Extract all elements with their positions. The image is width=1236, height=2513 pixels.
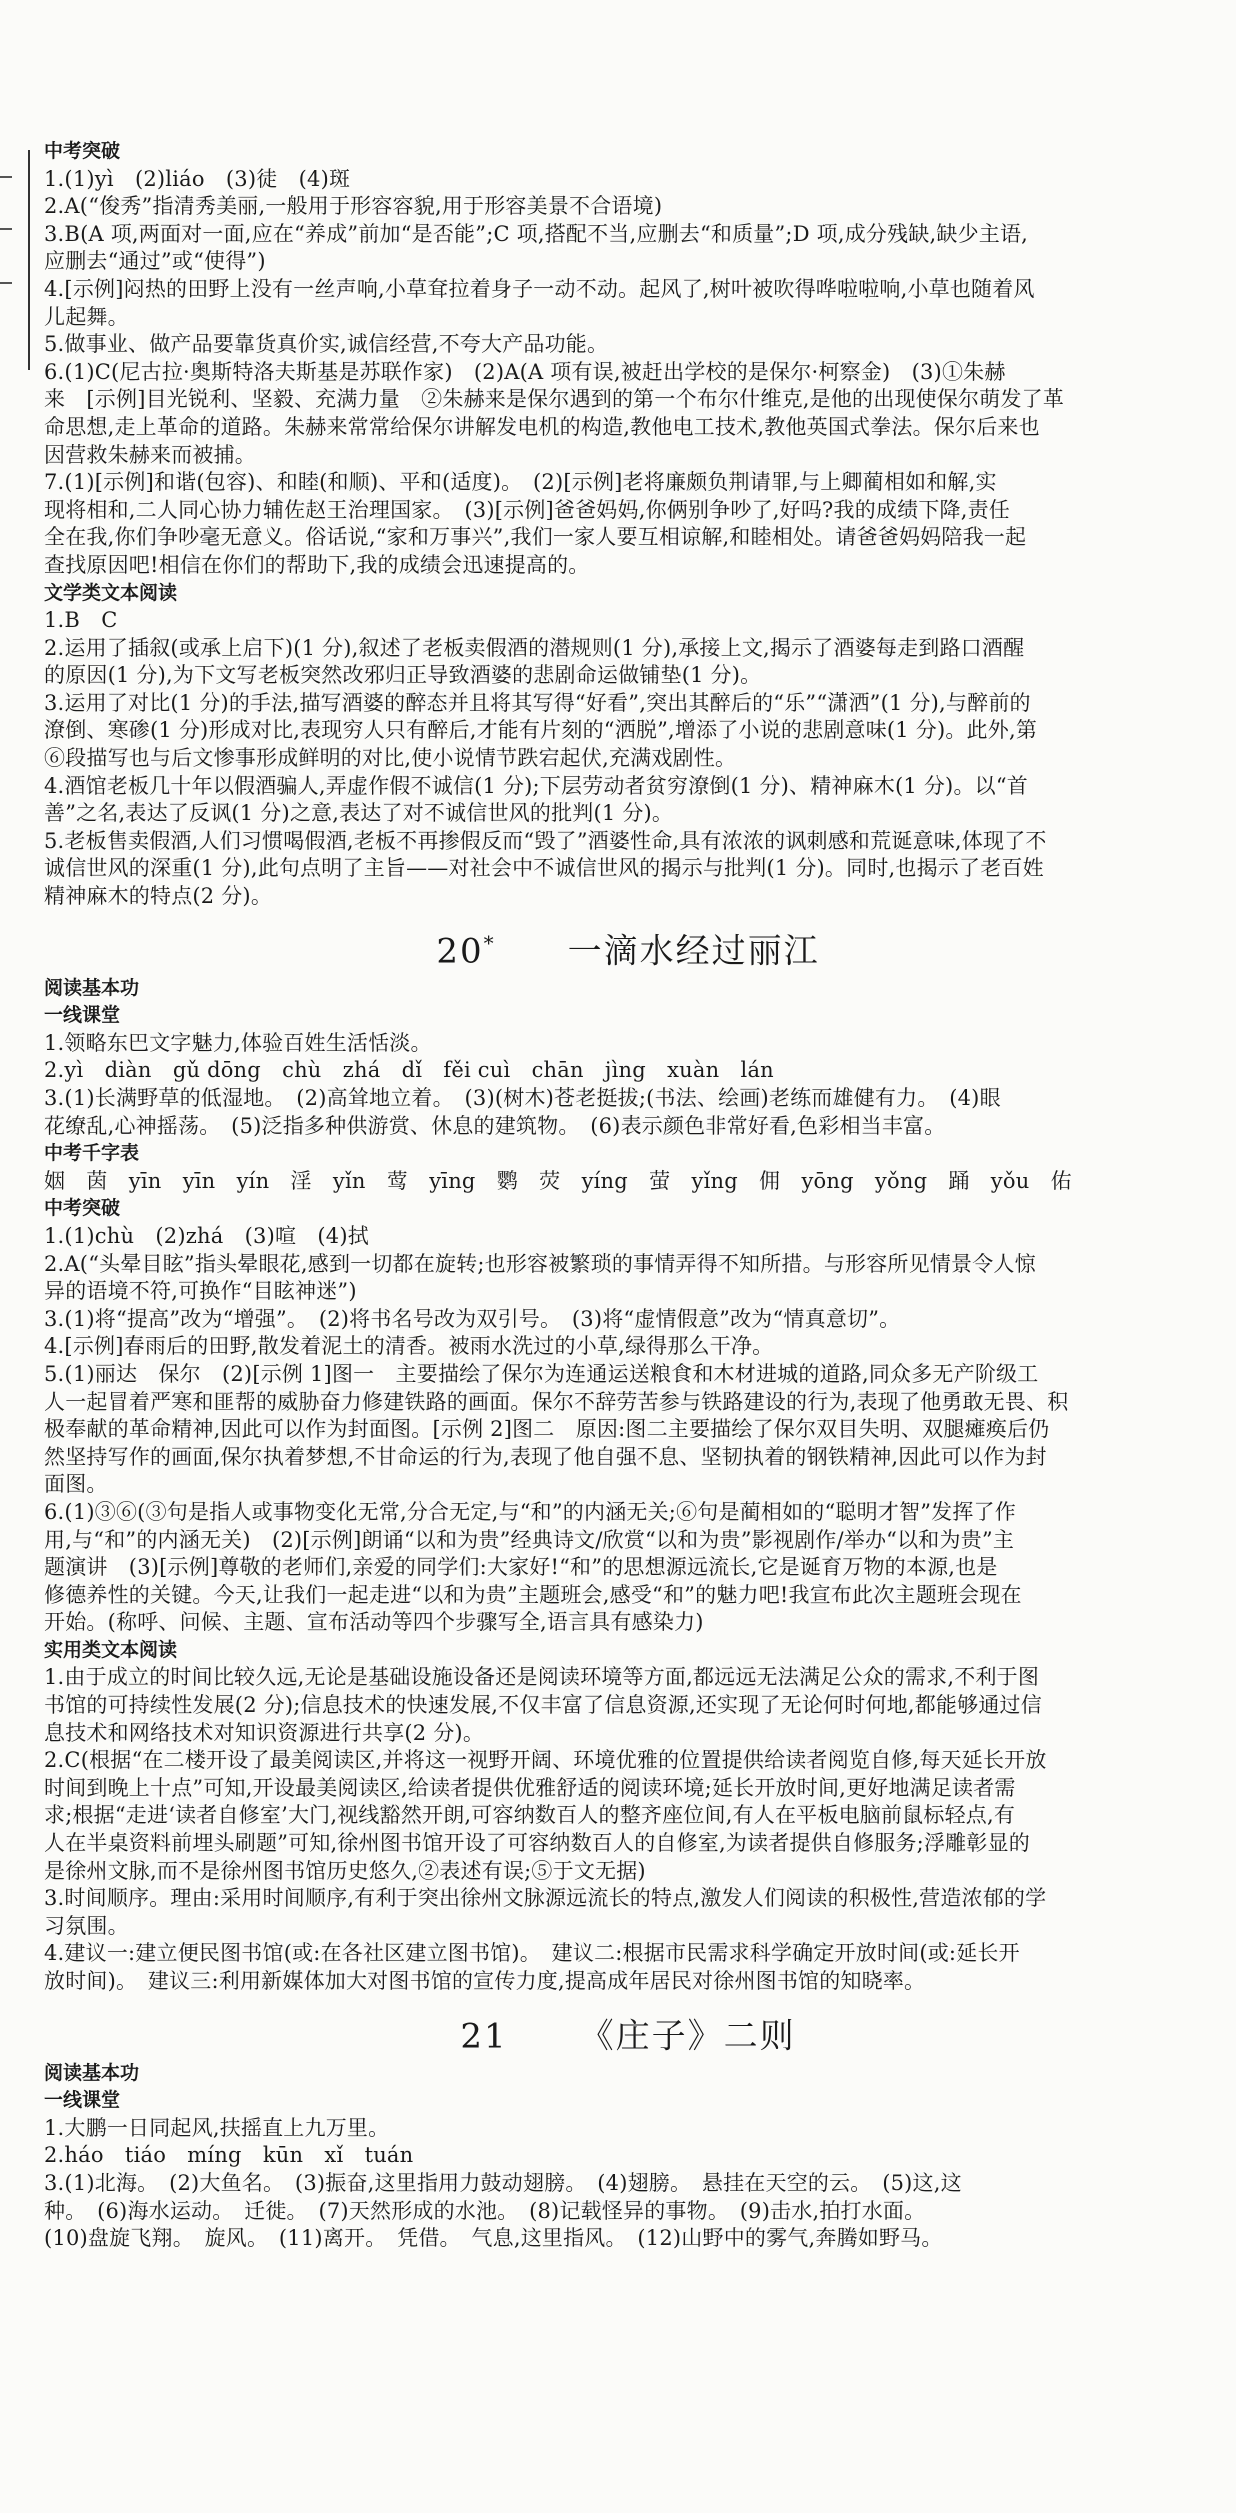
lesson-name: 《庄子》二则 xyxy=(579,2015,796,2056)
answer-line: 题演讲 (3)[示例]尊敬的老师们,亲爱的同学们:大家好!“和”的思想源远流长,它是诞育万物的本源,也是 xyxy=(44,1555,998,1580)
answer-line: 命思想,走上革命的道路。朱赫来常常给保尔讲解发电机的构造,教他电工技术,教他英国式拳法。保尔后来也 xyxy=(44,414,1040,439)
lesson-title xyxy=(44,911,1212,975)
answer-line: ⑥段描写也与后文惨事形成鲜明的对比,使小说情节跌宕起伏,充满戏剧性。 xyxy=(44,746,737,771)
answer-line: 精神麻木的特点(2 分)。 xyxy=(44,884,273,909)
answer-line: 3.B(A 项,两面对一面,应在“养成”前加“是否能”;C 项,搭配不当,应删去“和质量”;D 项,成分残缺,缺少主语, xyxy=(44,221,1029,246)
answer-line: 5.做事业、做产品要靠货真价实,诚信经营,不夸大产品功能。 xyxy=(44,332,609,357)
lesson-number: 20 xyxy=(436,930,484,971)
section-heading: 一线课堂 xyxy=(44,1004,121,1027)
section-heading: 一线课堂 xyxy=(44,2089,121,2112)
lesson-star: * xyxy=(483,930,496,955)
answer-line: 极奉献的革命精神,因此可以作为封面图。[示例 2]图二 原因:图二主要描绘了保尔双目失明、双腿瘫痪后仍 xyxy=(44,1417,1050,1442)
lesson-name: 一滴水经过丽江 xyxy=(567,930,820,971)
answer-line: 书馆的可持续性发展(2 分);信息技术的快速发展,不仅丰富了信息资源,还实现了无论何时何地,都能够通过信 xyxy=(44,1693,1042,1718)
edge-mark xyxy=(0,282,12,294)
answer-line: 3.(1)长满野草的低湿地。 (2)高耸地立着。 (3)(树木)苍老挺拔;(书法、绘画)老练而雄健有力。 (4)眼 xyxy=(44,1086,1001,1110)
answer-line: 4.酒馆老板几十年以假酒骗人,弄虚作假不诚信(1 分);下层劳动者贫穷潦倒(1 分)、精神麻木(1 分)。以“首 xyxy=(44,773,1028,798)
answer-line: 3.时间顺序。理由:采用时间顺序,有利于突出徐州文脉源远流长的特点,激发人们阅读的积极性,营造浓郁的学 xyxy=(44,1886,1047,1911)
answer-line: 是徐州文脉,而不是徐州图书馆历史悠久,②表述有误;⑤于文无据) xyxy=(44,1858,646,1883)
answer-line: 4.建议一:建立便民图书馆(或:在各社区建立图书馆)。 建议二:根据市民需求科学确定开放时间(或:延长开 xyxy=(44,1941,1020,1966)
answer-line: 潦倒、寒碜(1 分)形成对比,表现穷人只有醉后,才能有片刻的“洒脱”,增添了小说的悲剧意味(1 分)。此外,第 xyxy=(44,718,1038,743)
answer-line: 1.B C xyxy=(44,608,118,633)
answer-line: 查找原因吧!相信在你们的帮助下,我的成绩会迅速提高的。 xyxy=(44,552,590,577)
answer-line: 修德养性的关键。今天,让我们一起走进“以和为贵”主题班会,感受“和”的魅力吧!我宣布此次主题班会现在 xyxy=(44,1582,1022,1607)
lesson-number: 21 xyxy=(460,2015,508,2056)
answer-page xyxy=(44,138,1212,2368)
answer-line: 1.(1)yì (2)liáo (3)徒 (4)斑 xyxy=(44,166,351,191)
answer-line: 2.C(根据“在二楼开设了最美阅读区,并将这一视野开阔、环境优雅的位置提供给读者阅览自修,每天延长开放 xyxy=(44,1748,1047,1773)
answer-line: 4.[示例]春雨后的田野,散发着泥土的清香。被雨水洗过的小草,绿得那么干净。 xyxy=(44,1334,774,1359)
answer-line: 应删去“通过”或“使得”) xyxy=(44,249,266,274)
section-heading: 中考千字表 xyxy=(44,1142,140,1165)
answer-line: 人在半桌资料前埋头刷题”可知,徐州图书馆开设了可容纳数百人的自修室,为读者提供自修服务;浮雕彰显的 xyxy=(44,1831,1030,1856)
answer-line: 用,与“和”的内涵无关) (2)[示例]朗诵“以和为贵”经典诗文/欣赏“以和为贵”影视剧作/举办“以和为贵”主 xyxy=(44,1527,1015,1552)
section-heading: 阅读基本功 xyxy=(44,2061,140,2084)
answer-line: 姻 茵 yīn yīn yín 淫 yǐn 莺 yīng 鹦 荧 yíng 萤 yǐng 佣 yōng yǒng 踊 yǒu 佑 xyxy=(44,1168,1072,1193)
answer-line: 1.由于成立的时间比较久远,无论是基础设施设备还是阅读环境等方面,都远远无法满足公众的需求,不利于图 xyxy=(44,1665,1040,1690)
answer-line: 花缭乱,心神摇荡。 (5)泛指多种供游赏、休息的建筑物。 (6)表示颜色非常好看,色彩相当丰富。 xyxy=(44,1113,946,1138)
answer-line: 异的语境不符,可换作“目眩神迷”) xyxy=(44,1279,357,1304)
answer-line: 4.[示例]闷热的田野上没有一丝声响,小草耷拉着身子一动不动。起风了,树叶被吹得哗啦啦响,小草也随着风 xyxy=(44,276,1035,301)
answer-line: 7.(1)[示例]和谐(包容)、和睦(和顺)、平和(适度)。 (2)[示例]老将廉颇负荆请罪,与上卿蔺相如和解,实 xyxy=(44,470,997,495)
answer-line: 2.háo tiáo míng kūn xǐ tuán xyxy=(44,2143,414,2168)
answer-line: 6.(1)③⑥(③句是指人或事物变化无常,分合无定,与“和”的内涵无关;⑥句是蔺相如的“聪明才智”发挥了作 xyxy=(44,1499,1016,1524)
answer-line: 诚信世风的深重(1 分),此句点明了主旨——对社会中不诚信世风的揭示与批判(1 分)。同时,也揭示了老百姓 xyxy=(44,856,1044,881)
answer-line: 人一起冒着严寒和匪帮的威胁奋力修建铁路的画面。保尔不辞劳苦参与铁路建设的行为,表现了他勇敢无畏、积 xyxy=(44,1389,1069,1414)
page-binding-edge xyxy=(0,0,36,2513)
answer-line: 3.(1)将“提高”改为“增强”。 (2)将书名号改为双引号。 (3)将“虚情假意”改为“情真意切”。 xyxy=(44,1306,901,1331)
answer-line: 6.(1)C(尼古拉·奥斯特洛夫斯基是苏联作家) (2)A(A 项有误,被赶出学校的是保尔·柯察金) (3)①朱赫 xyxy=(44,359,1006,384)
answer-line: 1.(1)chù (2)zhá (3)喧 (4)拭 xyxy=(44,1223,369,1248)
answer-line: 习氛围。 xyxy=(44,1913,129,1938)
answer-line: 2.A(“俊秀”指清秀美丽,一般用于形容容貌,用于形容美景不合语境) xyxy=(44,194,663,219)
answer-line: 时间到晚上十点”可知,开设最美阅读区,给读者提供优雅舒适的阅读环境;延长开放时间,更好地满足读者需 xyxy=(44,1775,1016,1800)
section-heading: 阅读基本功 xyxy=(44,976,140,999)
answer-line: 现将相和,二人同心协力辅佐赵王治理国家。 (3)[示例]爸爸妈妈,你俩别争吵了,好吗?我的成绩下降,责任 xyxy=(44,497,1010,522)
edge-mark xyxy=(0,228,12,240)
answer-line: 1.领略东巴文字魅力,体验百姓生活恬淡。 xyxy=(44,1030,432,1055)
section-heading: 实用类文本阅读 xyxy=(44,1638,178,1661)
answer-line: 3.运用了对比(1 分)的手法,描写酒婆的醉态并且将其写得“好看”,突出其醉后的“乐”“潇洒”(1 分),与醉前的 xyxy=(44,690,1031,715)
answer-line: 全在我,你们争吵毫无意义。俗话说,“家和万事兴”,我们一家人要互相谅解,和睦相处。请爸爸妈妈陪我一起 xyxy=(44,525,1027,550)
answer-line: 来 [示例]目光锐利、坚毅、充满力量 ②朱赫来是保尔遇到的第一个布尔什维克,是他的出现使保尔萌发了革 xyxy=(44,387,1065,412)
answer-line: (10)盘旋飞翔。 旋风。 (11)离开。 凭借。 气息,这里指风。 (12)山野中的雾气,奔腾如野马。 xyxy=(44,2226,943,2251)
answer-line: 面图。 xyxy=(44,1472,108,1497)
answer-line: 2.yì diàn gǔ dōng chù zhá dǐ fěi cuì chān jìng xuàn lán xyxy=(44,1058,774,1083)
answer-line: 开始。(称呼、问候、主题、宣布活动等四个步骤写全,语言具有感染力) xyxy=(44,1610,704,1635)
lesson-title xyxy=(44,1996,1212,2060)
answer-line: 5.(1)丽达 保尔 (2)[示例 1]图一 主要描绘了保尔为连通运送粮食和木材进城的道路,同众多无产阶级工 xyxy=(44,1361,1039,1386)
section-heading: 文学类文本阅读 xyxy=(44,581,178,604)
answer-line: 息技术和网络技术对知识资源进行共享(2 分)。 xyxy=(44,1720,485,1745)
edge-mark xyxy=(0,176,12,188)
margin-rule xyxy=(28,150,30,370)
answer-line: 2.A(“头晕目眩”指头晕眼花,感到一切都在旋转;也形容被繁琐的事情弄得不知所措。与形容所见情景令人惊 xyxy=(44,1251,1036,1276)
answer-line: 1.大鹏一日同起风,扶摇直上九万里。 xyxy=(44,2115,390,2140)
answer-line: 5.老板售卖假酒,人们习惯喝假酒,老板不再掺假反而“毁了”酒婆性命,具有浓浓的讽刺感和荒诞意味,体现了不 xyxy=(44,828,1047,853)
section-heading: 中考突破 xyxy=(44,1197,121,1220)
answer-line: 儿起舞。 xyxy=(44,304,129,329)
answer-line: 的原因(1 分),为下文写老板突然改邪归正导致酒婆的悲剧命运做铺垫(1 分)。 xyxy=(44,663,762,688)
answer-line: 2.运用了插叙(或承上启下)(1 分),叙述了老板卖假酒的潜规则(1 分),承接上文,揭示了酒婆每走到路口酒醒 xyxy=(44,635,1025,660)
section-heading: 中考突破 xyxy=(44,140,121,162)
answer-line: 善”之名,表达了反讽(1 分)之意,表达了对不诚信世风的批判(1 分)。 xyxy=(44,801,674,826)
answer-line: 然坚持写作的画面,保尔执着梦想,不甘命运的行为,表现了他自强不息、坚韧执着的钢铁精神,因此可以作为封 xyxy=(44,1444,1047,1469)
answer-line: 求;根据“走进‘读者自修室’大门,视线豁然开朗,可容纳数百人的整齐座位间,有人在平板电脑前鼠标轻点,有 xyxy=(44,1803,1016,1828)
answer-line: 3.(1)北海。 (2)大鱼名。 (3)振奋,这里指用力鼓动翅膀。 (4)翅膀。 悬挂在天空的云。 (5)这,这 xyxy=(44,2170,962,2195)
answer-line: 种。 (6)海水运动。 迁徙。 (7)天然形成的水池。 (8)记载怪异的事物。 (9)击水,拍打水面。 xyxy=(44,2198,926,2223)
answer-line: 因营救朱赫来而被捕。 xyxy=(44,442,256,467)
answer-line: 放时间)。 建议三:利用新媒体加大对图书馆的宣传力度,提高成年居民对徐州图书馆的知晓率。 xyxy=(44,1969,926,1993)
